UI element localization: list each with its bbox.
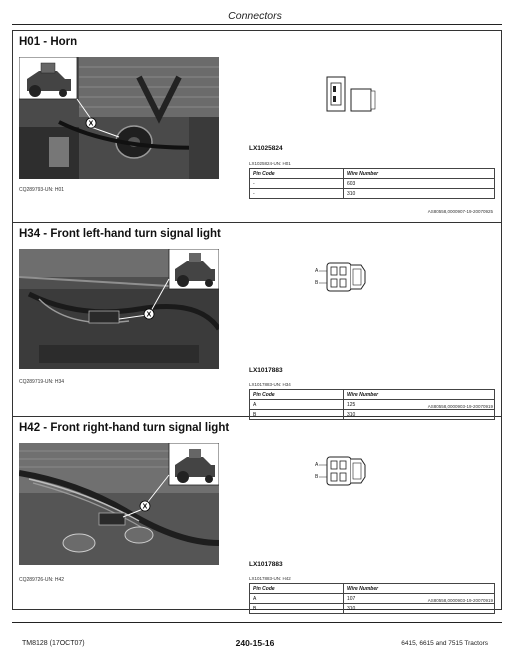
connector-label-b: B	[315, 474, 319, 480]
manual-models: 6415, 6615 and 7515 Tractors	[401, 640, 488, 647]
connector-turn-signal-icon	[313, 257, 383, 297]
table-caption: LX1025824-UN: H01	[249, 161, 291, 166]
part-number: LX1017883	[249, 367, 283, 374]
section-h42	[13, 417, 501, 611]
wire-number: 310	[344, 189, 495, 199]
photo-callout-label: X	[88, 120, 94, 128]
wire-number: 310	[344, 604, 495, 614]
connector-label-a: A	[315, 462, 319, 468]
pin-code: A	[250, 400, 344, 410]
reference-id: AS80558,0000903-19-20070919	[427, 598, 493, 603]
wire-number: 310	[344, 410, 495, 420]
section-h01	[13, 31, 501, 223]
photo-callout-label: X	[142, 503, 148, 511]
part-number: LX1017883	[249, 561, 283, 568]
table-header-row	[250, 169, 495, 179]
table-row	[250, 179, 495, 189]
footer-divider	[12, 622, 502, 623]
table-caption: LX1017883-UN: H34	[249, 382, 291, 387]
photo-id: CQ289719-UN: H34	[19, 379, 65, 385]
reference-id: AS80558,0000907-19-20070925	[427, 209, 493, 214]
photo-horn	[19, 57, 219, 179]
column-header: Pin Code	[250, 584, 344, 594]
table-header-row	[250, 584, 495, 594]
table-row	[250, 189, 495, 199]
photo-right-turn-signal	[19, 443, 219, 565]
column-header: Wire Number	[344, 390, 495, 400]
connectors-frame	[12, 30, 502, 610]
section-title: H34 - Front left-hand turn signal light	[19, 228, 221, 240]
pin-code: A	[250, 594, 344, 604]
section-title: H42 - Front right-hand turn signal light	[19, 422, 230, 434]
column-header: Pin Code	[250, 169, 344, 179]
photo-callout-label: X	[146, 311, 152, 319]
connector-label-b: B	[315, 280, 319, 286]
section-title: H01 - Horn	[19, 36, 78, 48]
pin-code: B	[250, 604, 344, 614]
page-number: 240-15-16	[235, 638, 275, 648]
connector-horn-icon	[325, 75, 395, 115]
photo-left-turn-signal	[19, 249, 219, 369]
pin-table	[249, 168, 495, 199]
page-header-title: Connectors	[228, 10, 282, 22]
table-row	[250, 604, 495, 614]
reference-id: AS80558,0000903-19-20070919	[427, 404, 493, 409]
header-divider	[12, 24, 502, 25]
column-header: Wire Number	[344, 169, 495, 179]
photo-id: CQ289793-UN: H01	[19, 187, 65, 193]
pin-code: -	[250, 179, 344, 189]
manual-id: TM8128 (17OCT07)	[22, 640, 85, 647]
table-header-row	[250, 390, 495, 400]
wire-number: 603	[344, 179, 495, 189]
pin-code: B	[250, 410, 344, 420]
column-header: Pin Code	[250, 390, 344, 400]
part-number: LX1025824	[249, 145, 283, 152]
wire-number: 125	[344, 400, 495, 410]
column-header: Wire Number	[344, 584, 495, 594]
table-caption: LX1017883-UN: H42	[249, 576, 291, 581]
wire-number: 107	[344, 594, 495, 604]
connector-label-a: A	[315, 268, 319, 274]
section-h34	[13, 223, 501, 417]
photo-id: CQ289726-UN: H42	[19, 577, 65, 583]
connector-turn-signal-icon	[313, 451, 383, 491]
pin-code: -	[250, 189, 344, 199]
